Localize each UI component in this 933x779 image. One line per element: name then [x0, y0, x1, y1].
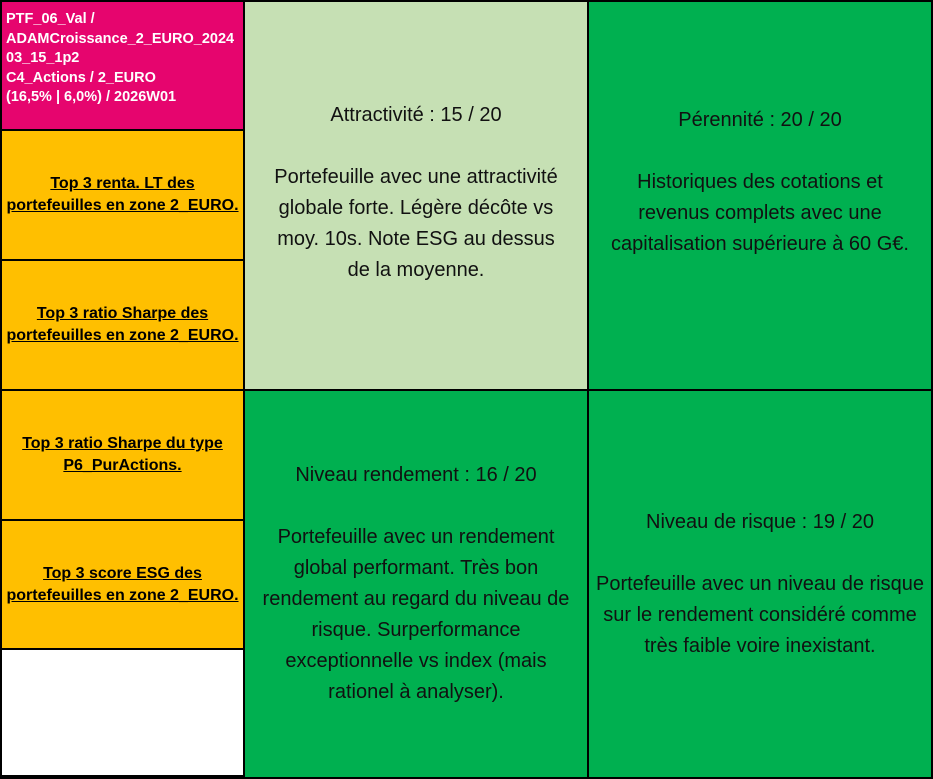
- top3-sharpe-type-tag: [2, 391, 245, 521]
- top3-esg-link[interactable]: Top 3 score ESG des portefeuilles en zone 2_EURO.: [6, 564, 239, 604]
- top3-renta-tag: [2, 131, 245, 261]
- top3-sharpe-zone-link[interactable]: Top 3 ratio Sharpe des portefeuilles en zone 2_EURO.: [6, 305, 239, 344]
- top3-sharpe-zone-tag: [2, 261, 245, 391]
- portfolio-header: [2, 2, 245, 131]
- portfolio-header-line-2: ADAMCroissance_2_EURO_202403_15_1p2: [6, 30, 235, 66]
- rendement-panel: [245, 391, 589, 777]
- rendement-title: Niveau rendement : 16 / 20: [295, 464, 537, 486]
- attractivite-text: Portefeuille avec une attractivité globale forte. Légère décôte vs moy. 10s. Note ESG au dessus de la moyenne.: [274, 165, 558, 281]
- risque-title: Niveau de risque : 19 / 20: [646, 510, 874, 533]
- empty-cell: [2, 650, 245, 777]
- perennite-text: Historiques des cotations et revenus complets avec une capitalisation supérieure à 60 G€.: [611, 171, 909, 255]
- portfolio-header-line-3: C4_Actions / 2_EURO: [6, 69, 156, 86]
- portfolio-header-line-1: PTF_06_Val /: [6, 11, 95, 27]
- top3-renta-link[interactable]: Top 3 renta. LT des portefeuilles en zone 2_EURO.: [6, 175, 239, 214]
- top3-esg-tag: [2, 521, 245, 650]
- rendement-text: Portefeuille avec un rendement global performant. Très bon rendement au regard du niveau de risque. Surperformance exceptionnelle vs index (mais rationel à analyser).: [262, 526, 570, 703]
- perennite-title: Pérennité : 20 / 20: [678, 109, 842, 131]
- risque-text: Portefeuille avec un niveau de risque sur le rendement considéré comme très faible voire inexistant.: [596, 572, 924, 657]
- attractivite-panel: [245, 2, 589, 391]
- top3-sharpe-type-link[interactable]: Top 3 ratio Sharpe du type P6_PurActions.: [22, 435, 223, 474]
- perennite-panel: [589, 2, 931, 391]
- attractivite-title: Attractivité : 15 / 20: [330, 103, 502, 126]
- risque-panel: [589, 391, 931, 777]
- portfolio-header-line-4: (16,5% | 6,0%) / 2026W01: [6, 89, 177, 105]
